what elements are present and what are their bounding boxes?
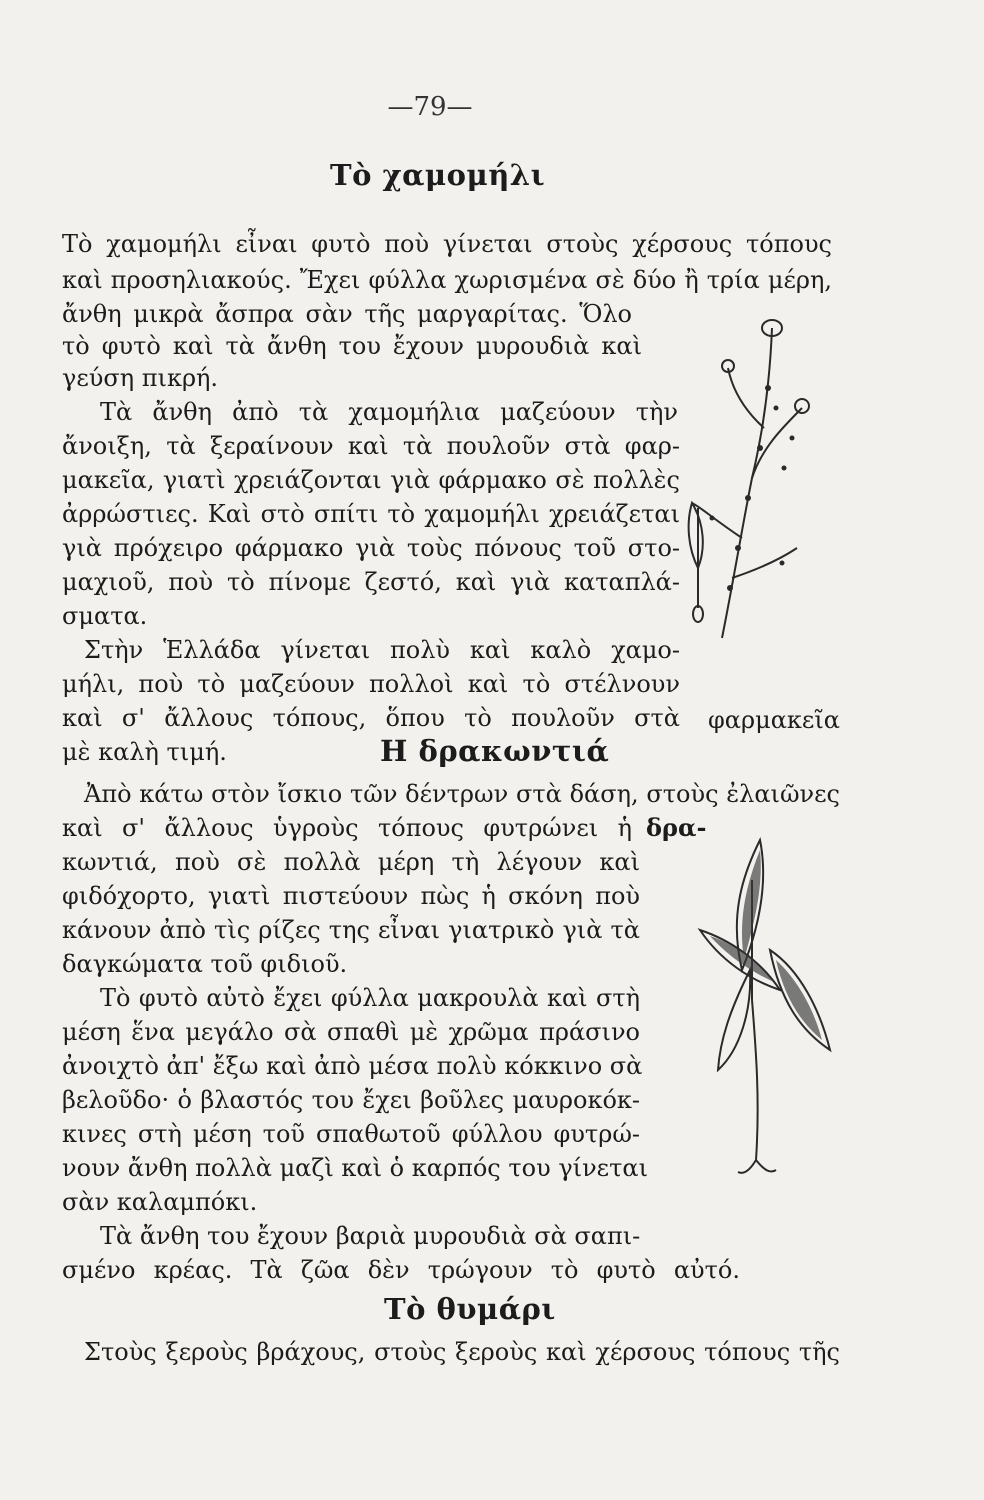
text-line: μὲ καλὴ τιμή.	[62, 738, 227, 766]
text-line: φιδόχορτο, γιατὶ πιστεύουν πὼς ἡ σκόνη ποὺ	[62, 882, 640, 910]
text-line: Τὸ χαμομήλι εἶναι φυτὸ ποὺ γίνεται στοὺς χέρσους τόπους	[62, 230, 832, 258]
text-line: Τὰ ἄνθη του ἔχουν βαριὰ μυρουδιὰ σὰ σαπι-	[100, 1222, 641, 1250]
chamomile-illustration	[672, 318, 842, 648]
text-line: μέση ἕνα μεγάλο σὰ σπαθὶ μὲ χρῶμα πράσινο	[62, 1018, 640, 1046]
text-line: Τὸ φυτὸ αὐτὸ ἔχει φύλλα μακρουλὰ καὶ στὴ	[100, 984, 640, 1012]
text-line: Στοὺς ξεροὺς βράχους, στοὺς ξεροὺς καὶ χέρσους τόπους τῆς	[84, 1338, 840, 1366]
section-title-thyme: Τὸ θυμάρι	[384, 1292, 556, 1326]
arum-illustration	[660, 820, 860, 1180]
text-line: ἄνοιξη, τὰ ξεραίνουν καὶ τὰ πουλοῦν στὰ φαρ-	[62, 432, 680, 460]
text-line: δαγκώματα τοῦ φιδιοῦ.	[62, 950, 348, 978]
text-line: τὸ φυτὸ καὶ τὰ ἄνθη του ἔχουν μυρουδιὰ καὶ	[62, 332, 642, 360]
text-line: σὰν καλαμπόκι.	[62, 1188, 258, 1216]
text-line: κωντιά, ποὺ σὲ πολλὰ μέρη τὴ λέγουν καὶ	[62, 848, 640, 876]
text-line: Στὴν Ἑλλάδα γίνεται πολὺ καὶ καλὸ χαμο-	[84, 636, 680, 664]
section-title-dragon-arum: Η δρακωντιά	[380, 734, 610, 768]
text-line: μαχιοῦ, ποὺ τὸ πίνομε ζεστό, καὶ γιὰ καταπλά-	[62, 568, 680, 596]
text-line: σματα.	[62, 602, 148, 630]
text-line: ἀνοιχτὸ ἀπ' ἔξω καὶ ἀπὸ μέσα πολὺ κόκκινο σὰ	[62, 1052, 643, 1080]
text-line: κινες στὴ μέση τοῦ σπαθωτοῦ φύλλου φυτρώ-	[62, 1120, 640, 1148]
text-line: Τὰ ἄνθη ἀπὸ τὰ χαμομήλια μαζεύουν τὴν	[100, 398, 678, 426]
inline-word-pharmacies: φαρμακεῖα	[708, 706, 840, 734]
text-line: μακεῖα, γιατὶ χρειάζονται γιὰ φάρμακο σὲ πολλὲς	[62, 466, 680, 494]
text-line: γιὰ πρόχειρο φάρμακο γιὰ τοὺς πόνους τοῦ στο-	[62, 534, 680, 562]
text-line: ἄνθη μικρὰ ἄσπρα σὰν τῆς μαργαρίτας. Ὅλο	[62, 300, 632, 328]
text-line: νουν ἄνθη πολλὰ μαζὶ καὶ ὁ καρπός του γίνεται	[62, 1154, 648, 1182]
text-line: σμένο κρέας. Τὰ ζῶα δὲν τρώγουν τὸ φυτὸ αὐτό.	[62, 1256, 740, 1284]
text-line: Ἀπὸ κάτω στὸν ἴσκιο τῶν δέντρων στὰ δάση, στοὺς ἐλαιῶνες	[84, 780, 840, 808]
text-line: καὶ προσηλιακούς. Ἔχει φύλλα χωρισμένα σὲ δύο ἢ τρία μέρη,	[62, 266, 832, 294]
text-line: βελοῦδο· ὁ βλαστός του ἔχει βοῦλες μαυροκόκ-	[62, 1086, 640, 1114]
text-line: καὶ σ' ἄλλους ὑγροὺς τόπους φυτρώνει ἡ	[62, 814, 632, 842]
text-line: καὶ σ' ἄλλους τόπους, ὅπου τὸ πουλοῦν στὰ	[62, 704, 680, 732]
text-line: μήλι, ποὺ τὸ μαζεύουν πολλοὶ καὶ τὸ στέλνουν	[62, 670, 680, 698]
text-bold-inline: δρα-	[646, 813, 707, 842]
section-title-chamomile: Τὸ χαμομήλι	[330, 158, 546, 192]
text-line: γεύση πικρή.	[62, 364, 219, 392]
text-line: ἀρρώστιες. Καὶ στὸ σπίτι τὸ χαμομήλι χρειάζεται	[62, 500, 680, 528]
text-line: κάνουν ἀπὸ τὶς ρίζες της εἶναι γιατρικὸ γιὰ τὰ	[62, 916, 640, 944]
page-number: —79—	[387, 92, 473, 122]
